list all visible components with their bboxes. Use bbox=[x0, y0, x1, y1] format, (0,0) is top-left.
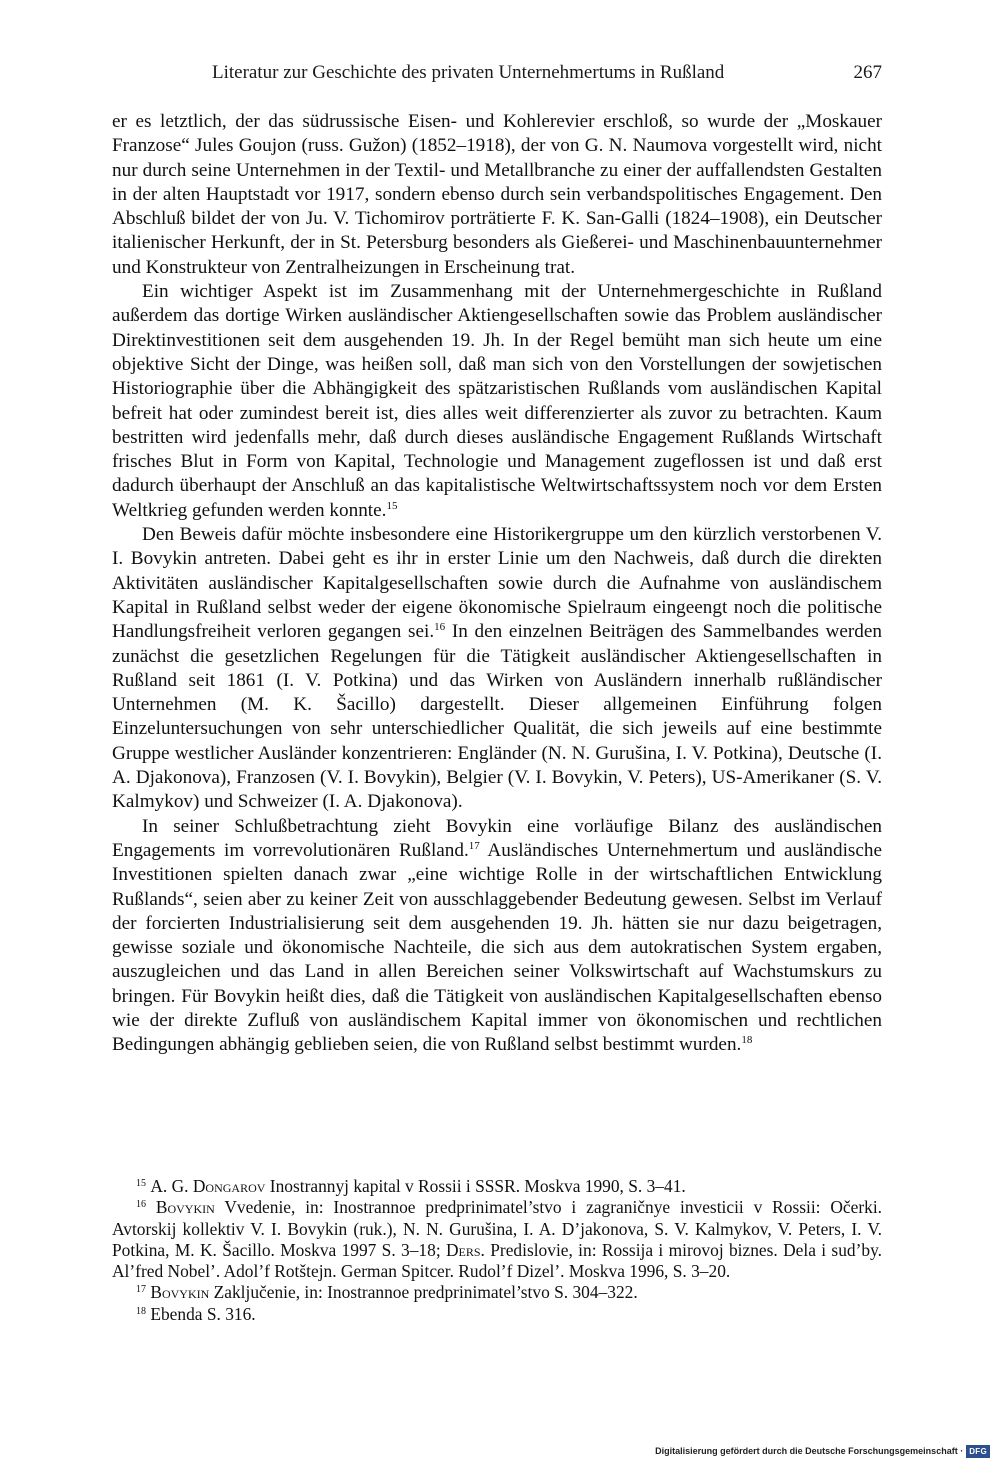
footnotes bbox=[112, 1176, 882, 1325]
dfg-logo: DFG bbox=[966, 1445, 990, 1458]
page-number: 267 bbox=[853, 62, 882, 83]
footnote bbox=[112, 1176, 882, 1197]
paragraph-text: In seiner Schlußbetrachtung zieht Bovykin eine vorläufige Bilanz des ausländischen Engagements im vorrevolutionären Rußland. bbox=[112, 815, 882, 861]
footnote-number: 15 bbox=[136, 1178, 146, 1189]
footnote-author: A. G. Dongarov bbox=[150, 1176, 266, 1196]
paragraph-text: Den Beweis dafür möchte insbesondere eine Historikergruppe um den kürzlich verstorbenen V. I. Bovykin antreten. Dabei geht es ihr in erster Linie um den Nachweis, daß durch die direkten Aktivitäten ausländischer Kapitalgesellschaften sowie durch die Aufnahme von ausländischem Kapital in Rußland selbst weder der eigene ökonomische Spielraum eingeengt noch die politische Handlungsfreiheit verloren gegangen sei. bbox=[112, 524, 882, 643]
footnote-text: Vvedenie, in: Inostrannoe predprinimatel’stvo i zagraničnye investicii v Rossii: Očerki. Avtorskij kollektiv V. I. Bovykin (ruk.), N. N. Gurušina, I. A. D’jakonova, S. V. Kalmykov, V. Peters, I. V. Potkina, M. K. Šacillo. Moskva 1997 S. 3–18; bbox=[112, 1197, 882, 1260]
footnote-ref[interactable]: 18 bbox=[741, 1034, 753, 1047]
paragraph bbox=[112, 523, 882, 815]
digitization-credit bbox=[655, 1444, 990, 1458]
footnote-number: 18 bbox=[136, 1305, 146, 1317]
footnote-text: Ebenda S. 316. bbox=[150, 1303, 256, 1324]
paragraph bbox=[112, 280, 882, 523]
body-text bbox=[112, 110, 882, 1058]
footnote bbox=[112, 1197, 882, 1282]
footnote-author: Bovykin bbox=[150, 1282, 210, 1303]
paragraph bbox=[112, 815, 882, 1058]
footnote bbox=[112, 1282, 882, 1303]
footnote-ref[interactable]: 17 bbox=[468, 839, 480, 852]
paragraph-text: Ein wichtiger Aspekt ist im Zusammenhang mit der Unternehmergeschichte in Rußland außerdem das dortige Wirken ausländischer Aktiengesellschaften sowie das Problem ausländischer Direktinvestitionen seit dem ausgehenden 19. Jh. In der Regel bemüht man sich heute um eine objektive Sicht der Dinge, was heißen soll, daß man sich von den Vorstellungen der sowjetischen Historiographie über die Abhängigkeit des spätzaristischen Rußlands vom ausländischen Kapital befreit hat oder zumindest bereit ist, dies alles weit differenzierter als zuvor zu betrachten. Kaum bestritten wird jedenfalls mehr, daß durch dieses ausländische Engagement Rußlands Wirtschaft frisches Blut in Form von Kapital, Technologie und Management zugeflossen ist und daß erst dadurch überhaupt der Anschluß an das kapitalistische Weltwirtschaftssystem noch vor dem Ersten Weltkrieg gefunden werden konnte. bbox=[112, 281, 882, 521]
footnote-author: Bovykin bbox=[155, 1197, 215, 1218]
paragraph-text: Ausländisches Unternehmertum und ausländische Investitionen spielten danach zwar „eine wichtige Rolle in der wirtschaftlichen Entwicklung Rußlands“, seien aber zu keiner Zeit von ausschlaggebender Bedeutung gewesen. Selbst im Verlauf der forcierten Industrialisierung seit dem ausgehenden 19. Jh. hätten sie nur dazu beigetragen, gewisse soziale und ökonomische Nachteile, die sich aus dem autokratischen System ergaben, auszugleichen und das Land in allen Bereichen seiner Volkswirtschaft auf Wachstumskurs zu bringen. Für Bovykin heißt dies, daß die Tätigkeit von ausländischen Kapitalgesellschaften ebenso wie der direkte Zufluß von ausländischem Kapital immer von ökonomischen und rechtlichen Bedingungen abhängig geblieben seien, die von Rußland selbst bestimmt wurden. bbox=[112, 839, 882, 1056]
paragraph-text: er es letztlich, der das südrussische Eisen- und Kohlerevier erschloß, so wurde der „Moskauer Franzose“ Jules Goujon (russ. Gužon) (1852–1918), der von G. N. Naumova vorgestellt wird, nicht nur durch seine Unternehmen in der Textil- und Metallbranche zu einer der auffallendsten Gestalten in der alten Hauptstadt vor 1917, sondern ebenso durch sein verbandspolitisches Engagement. Den Abschluß bildet der von Ju. V. Tichomirov porträtierte F. K. San-Galli (1824–1908), ein Deutscher italienischer Herkunft, der in St. Petersburg besonders als Gießerei- und Maschinenbauunternehmer und Konstrukteur von Zentralheizungen in Erscheinung trat. bbox=[112, 111, 882, 278]
paragraph bbox=[112, 110, 882, 280]
footnote-ref[interactable]: 15 bbox=[386, 499, 398, 512]
footnote bbox=[112, 1304, 882, 1325]
footnote-text: Zaključenie, in: Inostrannoe predprinimatel’stvo S. 304–322. bbox=[209, 1282, 638, 1303]
footnote-text: Predislovie, in: Rossija i mirovoj biznes. Dela i sud’by. Al’fred Nobel’. Adol’f Rotštejn. German Spitcer. Rudol’f Dizel’. Moskva 1996, S. 3–20. bbox=[112, 1239, 882, 1282]
credit-text: Digitalisierung gefördert durch die Deutsche Forschungsgemeinschaft · bbox=[655, 1446, 964, 1456]
running-title: Literatur zur Geschichte des privaten Unternehmertums in Rußland bbox=[212, 62, 725, 83]
paragraph-text: In den einzelnen Beiträgen des Sammelbandes werden zunächst die gesetzlichen Regelungen für die Tätigkeit ausländischer Aktiengesellschaften in Rußland seit 1861 (I. V. Potkina) und das Wirken von Ausländern innerhalb rußländischer Unternehmen (M. K. Šacillo) dargestellt. Dieser allgemeinen Einführung folgen Einzeluntersuchungen von sehr unterschiedlicher Qualität, die sich jeweils auf eine bestimmte Gruppe westlicher Ausländer konzentrieren: Engländer (N. N. Gurušina, I. V. Potkina), Deutsche (I. A. Djakonova), Franzosen (V. I. Bovykin), Belgier (V. I. Bovykin, V. Peters), US-Amerikaner (S. V. Kalmykov) und Schweizer (I. A. Djakonova). bbox=[112, 621, 882, 813]
footnote-number: 17 bbox=[136, 1284, 146, 1296]
footnote-text: Inostrannyj kapital v Rossii i SSSR. Moskva 1990, S. 3–41. bbox=[265, 1176, 686, 1196]
footnote-number: 16 bbox=[136, 1199, 146, 1211]
running-header bbox=[112, 62, 882, 90]
footnote-ref[interactable]: 16 bbox=[434, 621, 446, 634]
footnote-author: Ders. bbox=[445, 1239, 485, 1260]
